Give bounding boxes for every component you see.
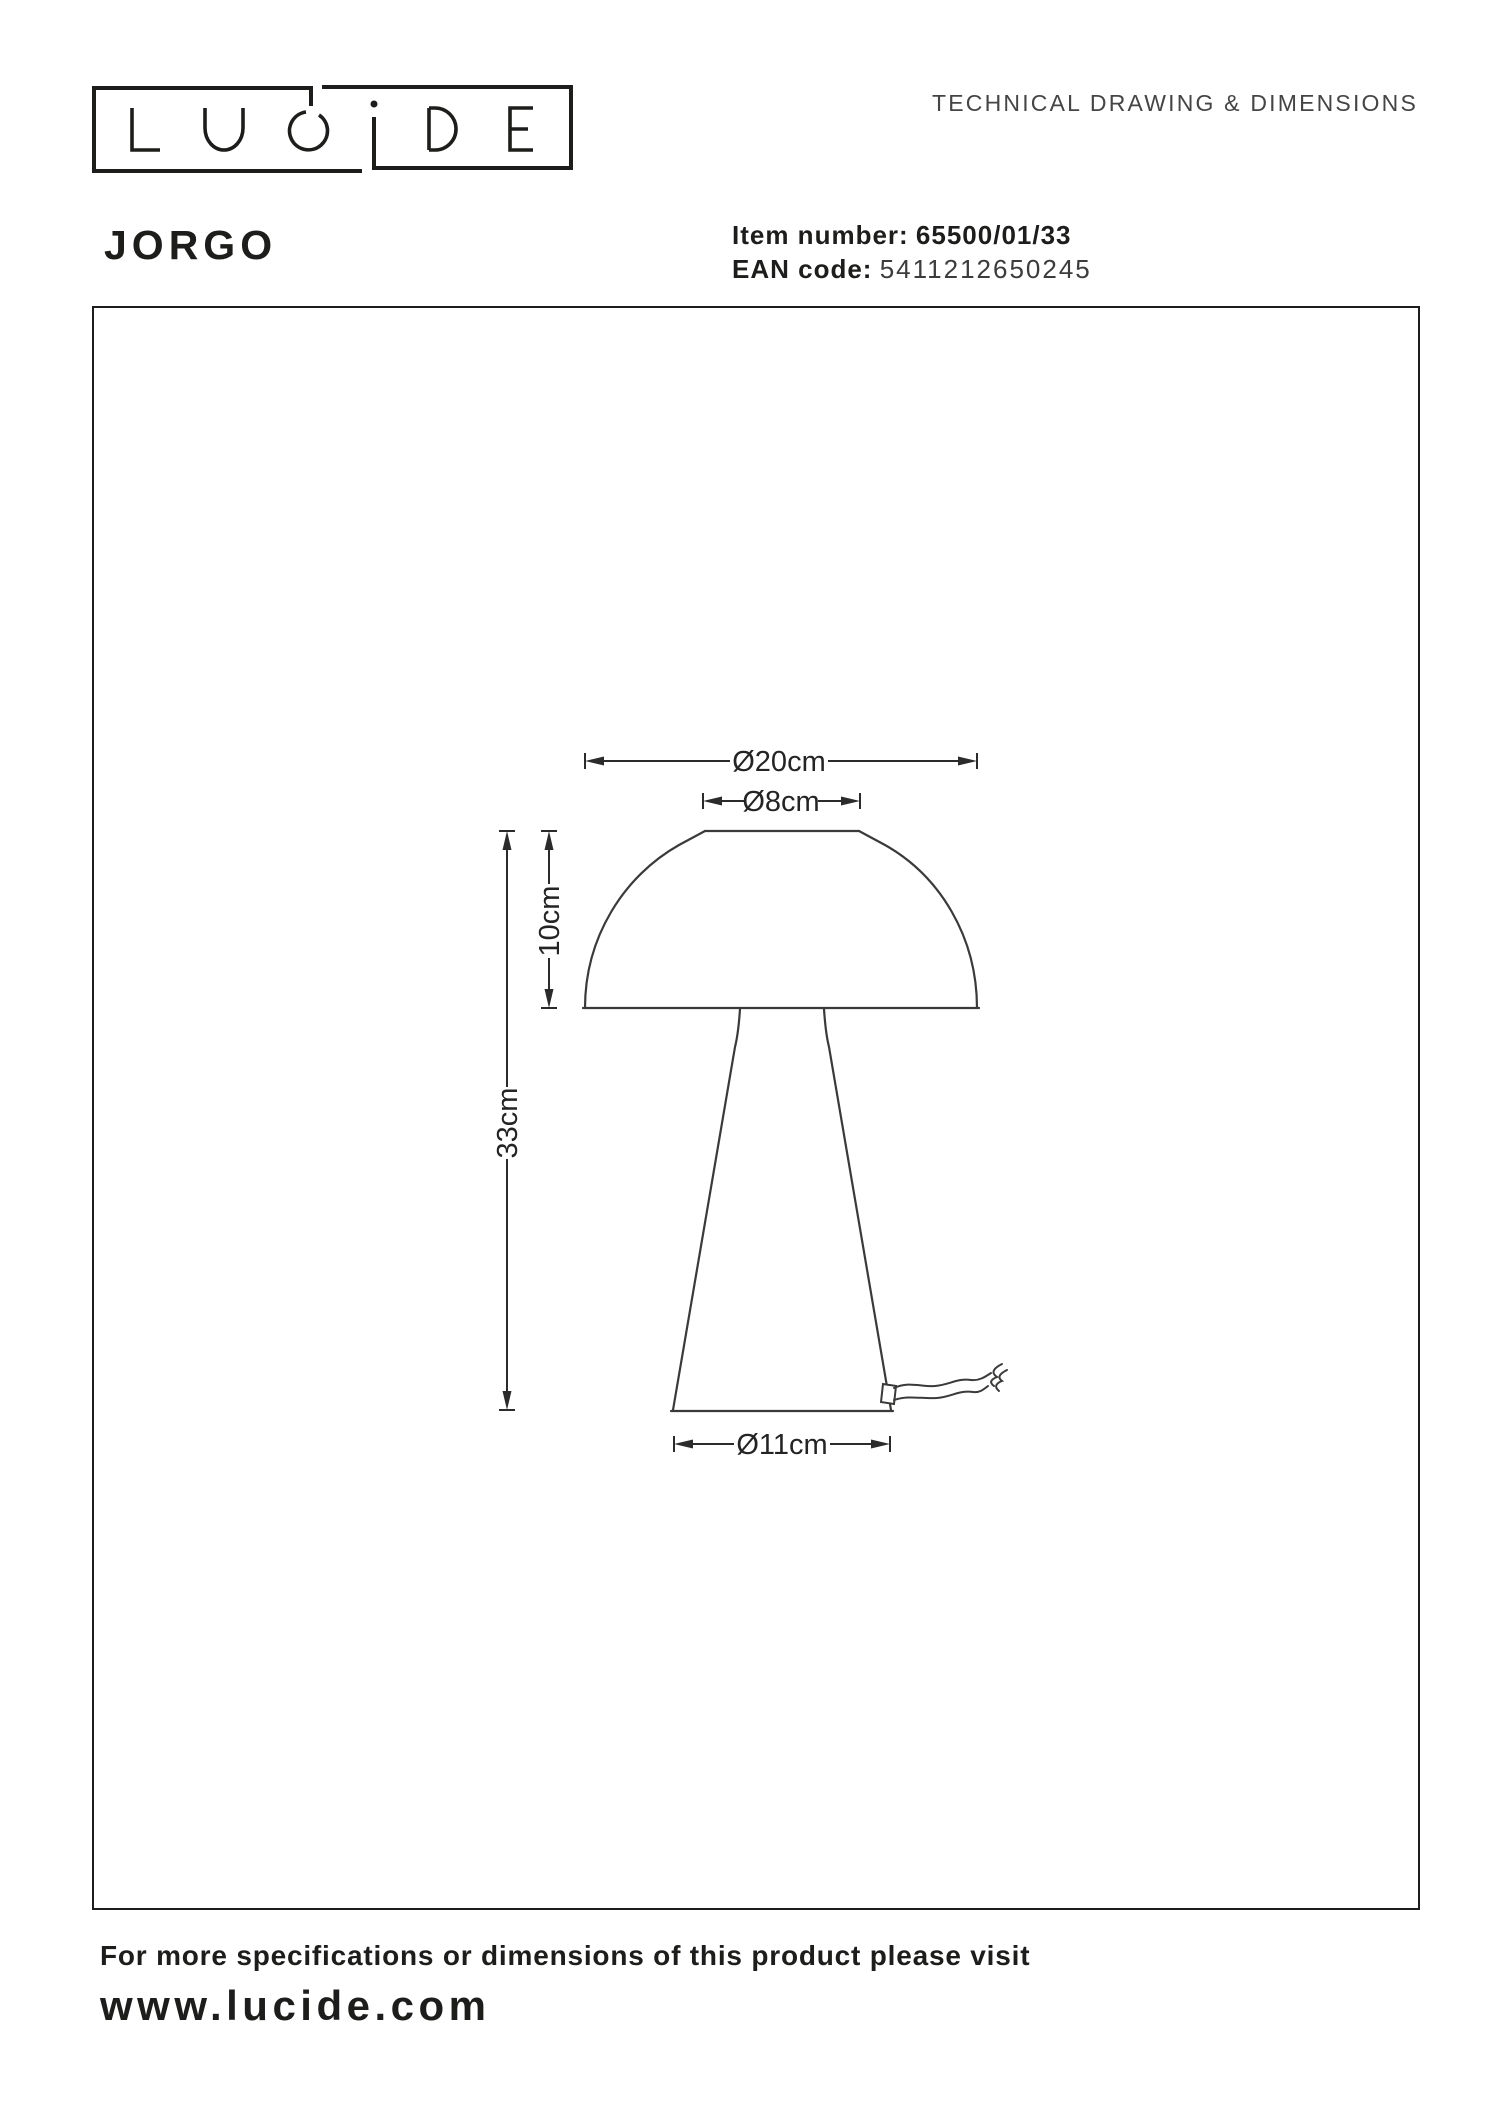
lamp-shade-left-edge xyxy=(585,831,705,1008)
arrowhead-up-icon xyxy=(503,831,512,850)
logo-letter-e xyxy=(510,108,533,150)
footer-website: www.lucide.com xyxy=(100,1982,491,2029)
dimension-shade-height xyxy=(534,831,566,1008)
cord-break-icon xyxy=(996,1370,1007,1391)
ean-value: 5411212650245 xyxy=(879,254,1092,284)
logo-frame xyxy=(94,87,571,171)
lucide-logo xyxy=(92,84,574,176)
technical-drawing xyxy=(94,308,1418,1908)
cord-grommet xyxy=(881,1384,896,1404)
logo-letter-l xyxy=(132,108,160,150)
product-codes xyxy=(732,218,1092,286)
item-number-value: 65500/01/33 xyxy=(915,220,1072,250)
dimension-top-diameter xyxy=(703,786,860,818)
dimension-label: 10cm xyxy=(534,885,566,957)
ean-row xyxy=(732,252,1092,286)
lamp-outline xyxy=(583,831,979,1411)
brand-name xyxy=(0,0,1,1)
item-number-label: Item number: xyxy=(732,220,909,250)
footer-note: For more specifications or dimensions of this product please visit xyxy=(100,1940,1031,1971)
dimension-shade-diameter xyxy=(585,746,977,778)
arrowhead-down-icon xyxy=(545,989,554,1008)
drawing-frame xyxy=(92,306,1420,1910)
logo-frame-right xyxy=(322,87,571,168)
lamp-stem-right-edge xyxy=(824,1009,891,1410)
logo-letter-u xyxy=(205,108,243,150)
product-name: JORGO xyxy=(104,222,278,268)
dimension-base-diameter xyxy=(674,1429,890,1461)
logo-letter-i-dot xyxy=(371,101,378,108)
dimension-label: Ø11cm xyxy=(736,1429,828,1461)
arrowhead-right-icon xyxy=(841,797,860,806)
arrowhead-down-icon xyxy=(503,1391,512,1410)
ean-label: EAN code: xyxy=(732,254,873,284)
dimension-label: 33cm xyxy=(492,1087,524,1159)
power-cord xyxy=(881,1364,1007,1404)
arrowhead-up-icon xyxy=(545,831,554,850)
logo-letters xyxy=(132,108,533,150)
dimension-label: Ø8cm xyxy=(742,786,820,818)
arrowhead-right-icon xyxy=(958,757,977,766)
cord-upper-line xyxy=(894,1373,991,1388)
arrowhead-right-icon xyxy=(871,1440,890,1449)
arrowhead-left-icon xyxy=(674,1440,693,1449)
page-title: TECHNICAL DRAWING & DIMENSIONS xyxy=(932,90,1418,116)
logo-letter-d xyxy=(429,108,456,150)
logo-letter-c xyxy=(289,112,327,150)
arrowhead-left-icon xyxy=(585,757,604,766)
logo-frame-left xyxy=(94,88,362,171)
dimension-total-height xyxy=(492,831,524,1410)
dimension-label: Ø20cm xyxy=(732,746,826,778)
lamp-stem-left-edge xyxy=(673,1009,740,1410)
lamp-shade-right-edge xyxy=(859,831,977,1008)
item-number-row xyxy=(732,218,1092,252)
arrowhead-left-icon xyxy=(703,797,722,806)
cord-lower-line xyxy=(894,1386,988,1400)
